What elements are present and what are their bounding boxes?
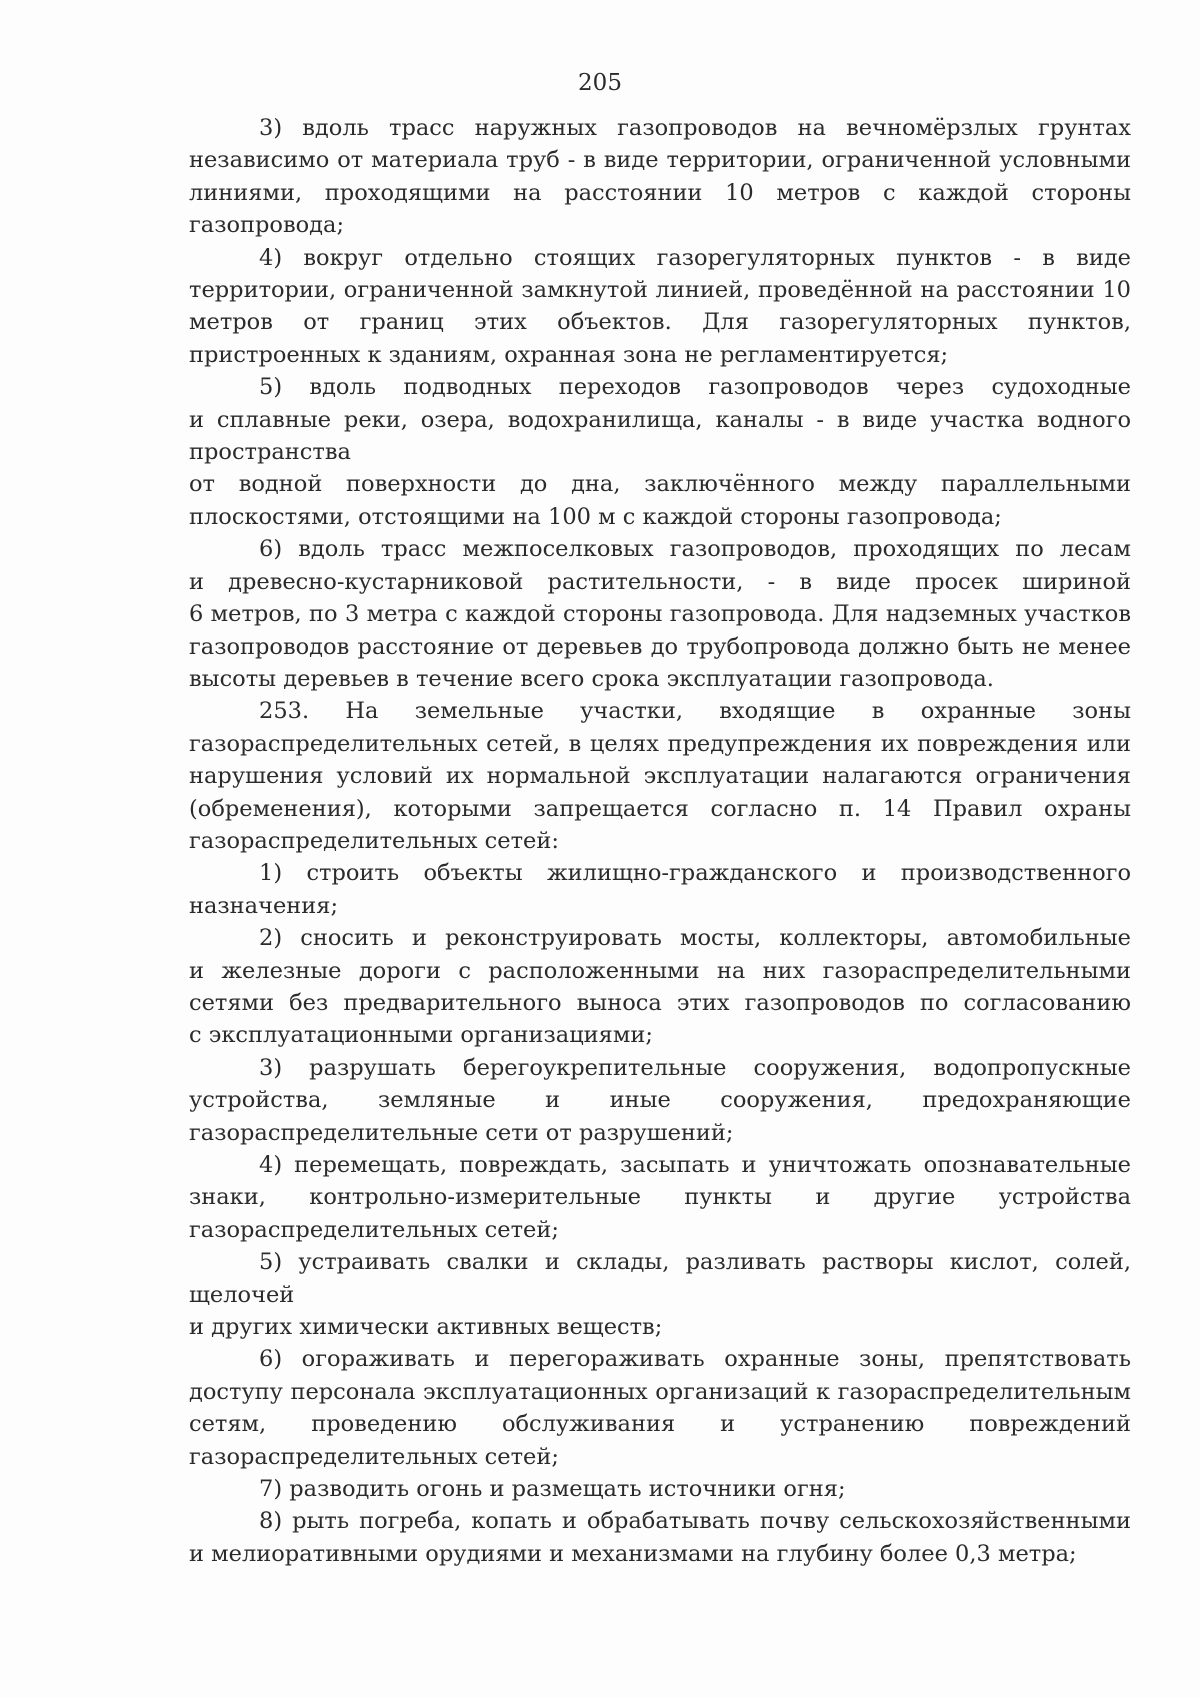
text-line: газопроводов расстояние от деревьев до трубопровода должно быть не менее bbox=[189, 633, 1131, 660]
text-line: 1) строить объекты жилищно-гражданского и производственного bbox=[259, 860, 1131, 887]
text-line: (обременения), которыми запрещается согласно п. 14 Правил охраны bbox=[189, 795, 1131, 822]
text-line: высоты деревьев в течение всего срока эксплуатации газопровода. bbox=[189, 665, 994, 692]
text-line: сетям, проведению обслуживания и устранению повреждений bbox=[189, 1411, 1131, 1438]
paragraph bbox=[189, 112, 1131, 242]
paragraph bbox=[189, 857, 1131, 922]
text-line: 4) вокруг отдельно стоящих газорегуляторных пунктов - в виде bbox=[259, 244, 1131, 271]
text-line: щелочей bbox=[189, 1281, 295, 1308]
paragraph bbox=[189, 1052, 1131, 1149]
paragraph bbox=[189, 1505, 1131, 1570]
text-line: метров от границ этих объектов. Для газорегуляторных пунктов, bbox=[189, 309, 1131, 336]
paragraph bbox=[189, 695, 1131, 857]
text-line: газораспределительных сетей; bbox=[189, 1216, 559, 1243]
text-line: газораспределительных сетей, в целях предупреждения их повреждения или bbox=[189, 730, 1131, 757]
text-line: пристроенных к зданиям, охранная зона не регламентируется; bbox=[189, 341, 949, 368]
text-line: газораспределительных сетей: bbox=[189, 827, 559, 854]
paragraph bbox=[189, 922, 1131, 1052]
text-line: 7) разводить огонь и размещать источники огня; bbox=[259, 1476, 846, 1503]
text-line: 6) вдоль трасс межпоселковых газопроводов, проходящих по лесам bbox=[259, 536, 1131, 563]
text-line: и железные дороги с расположенными на них газораспределительными bbox=[189, 957, 1131, 984]
paragraph bbox=[189, 1473, 1131, 1505]
text-line: пространства bbox=[189, 439, 351, 466]
text-line: плоскостями, отстоящими на 100 м с каждой стороны газопровода; bbox=[189, 503, 1002, 530]
text-line: с эксплуатационными организациями; bbox=[189, 1022, 653, 1049]
paragraph bbox=[189, 242, 1131, 372]
paragraph bbox=[189, 1343, 1131, 1473]
text-line: и древесно-кустарниковой растительности, - в виде просек шириной bbox=[189, 568, 1131, 595]
page-number: 205 bbox=[578, 70, 622, 96]
paragraph bbox=[189, 533, 1131, 695]
text-line: от водной поверхности до дна, заключённого между параллельными bbox=[189, 471, 1131, 498]
text-line: и мелиоративными орудиями и механизмами на глубину более 0,3 метра; bbox=[189, 1540, 1077, 1567]
text-line: независимо от материала труб - в виде территории, ограниченной условными bbox=[189, 147, 1131, 174]
text-line: нарушения условий их нормальной эксплуатации налагаются ограничения bbox=[189, 763, 1131, 790]
text-line: территории, ограниченной замкнутой линией, проведённой на расстоянии 10 bbox=[189, 277, 1131, 304]
text-line: газопровода; bbox=[189, 212, 345, 239]
text-line: газораспределительные сети от разрушений; bbox=[189, 1119, 734, 1146]
text-line: 3) разрушать берегоукрепительные сооружения, водопропускные bbox=[259, 1054, 1131, 1081]
paragraph bbox=[189, 1149, 1131, 1246]
text-line: назначения; bbox=[189, 892, 339, 919]
text-line: сетями без предварительного выноса этих газопроводов по согласованию bbox=[189, 989, 1131, 1016]
text-line: 253. На земельные участки, входящие в охранные зоны bbox=[259, 698, 1131, 725]
text-line: 3) вдоль трасс наружных газопроводов на вечномёрзлых грунтах bbox=[259, 115, 1131, 141]
text-line: 2) сносить и реконструировать мосты, коллекторы, автомобильные bbox=[259, 925, 1131, 952]
text-line: 6 метров, по 3 метра с каждой стороны газопровода. Для надземных участков bbox=[189, 601, 1131, 628]
text-line: знаки, контрольно-измерительные пункты и другие устройства bbox=[189, 1184, 1131, 1211]
text-line: и сплавные реки, озера, водохранилища, каналы - в виде участка водного bbox=[189, 406, 1131, 433]
text-line: устройства, земляные и иные сооружения, предохраняющие bbox=[189, 1087, 1131, 1114]
paragraph bbox=[189, 1246, 1131, 1343]
paragraph bbox=[189, 371, 1131, 533]
text-line: 5) устраивать свалки и склады, разливать растворы кислот, солей, bbox=[259, 1249, 1131, 1276]
text-line: 8) рыть погреба, копать и обрабатывать почву сельскохозяйственными bbox=[259, 1508, 1131, 1535]
text-line: 6) огораживать и перегораживать охранные зоны, препятствовать bbox=[259, 1346, 1131, 1373]
text-line: линиями, проходящими на расстоянии 10 метров с каждой стороны bbox=[189, 179, 1131, 206]
text-line: доступу персонала эксплуатационных организаций к газораспределительным bbox=[189, 1378, 1131, 1405]
text-line: 5) вдоль подводных переходов газопроводов через судоходные bbox=[259, 374, 1131, 401]
document-body bbox=[189, 112, 1131, 1570]
text-line: 4) перемещать, повреждать, засыпать и уничтожать опознавательные bbox=[259, 1152, 1131, 1178]
text-line: и других химически активных веществ; bbox=[189, 1314, 663, 1341]
text-line: газораспределительных сетей; bbox=[189, 1443, 559, 1470]
